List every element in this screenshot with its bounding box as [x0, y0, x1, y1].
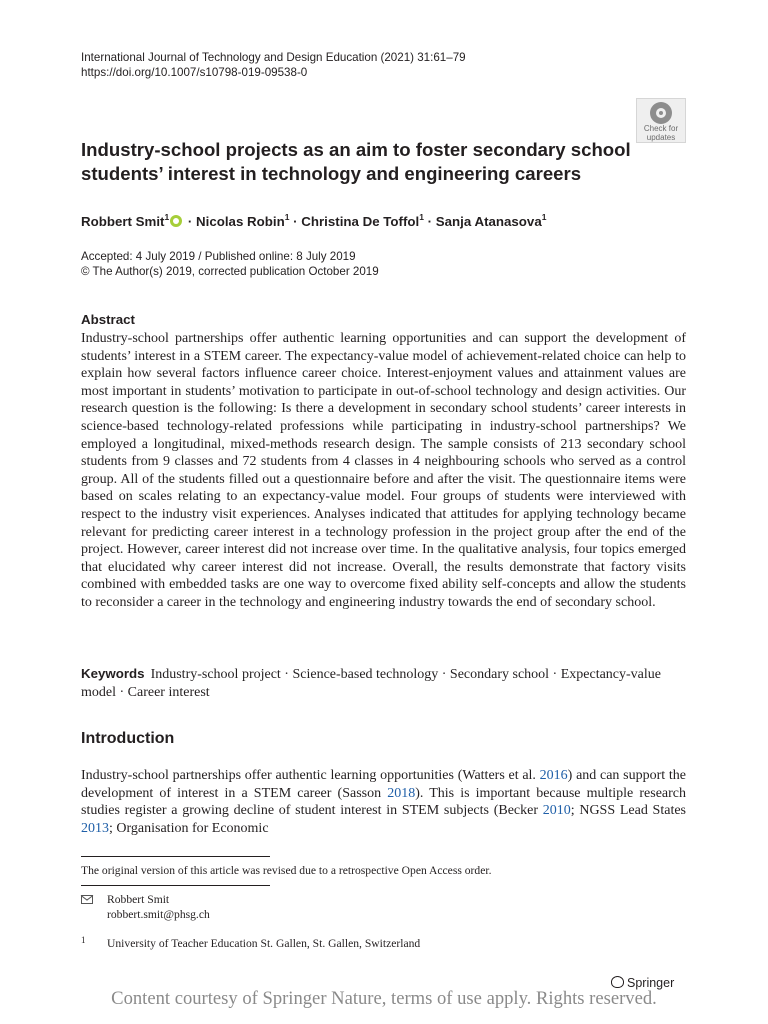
author-separator: ·	[423, 214, 436, 229]
citation-link[interactable]: 2010	[542, 803, 571, 819]
intro-text-segment: ) and can support the development of interest in a STEM career (Sasson	[81, 768, 686, 801]
author-separator: ·	[184, 214, 197, 229]
keywords-heading: Keywords	[81, 666, 145, 681]
author-name[interactable]: Christina De Toffol	[301, 214, 420, 229]
author-list	[81, 208, 546, 231]
affiliation-number: 1	[81, 935, 86, 945]
footnote-divider	[81, 885, 270, 886]
keywords-block	[81, 665, 686, 701]
abstract-heading: Abstract	[81, 312, 135, 327]
badge-line-2: updates	[646, 132, 676, 142]
citation-link[interactable]: 2013	[81, 820, 109, 836]
intro-text-segment: ). This is important because multiple research studies register a growing decline of student interest in STEM subjects (Becker	[81, 785, 686, 819]
copyright-watermark: Content courtesy of Springer Nature, terms of use apply. Rights reserved.	[111, 988, 657, 1009]
abstract-text: Industry-school partnerships offer authentic learning opportunities and can support the development of students’ interest in a STEM career. The expectancy-value model of achievement-related choice can help to explain how several factors influence career choice. Interest-enjoyment values and attainment values are most important in students’ motivation to participate in out-of-school technology and design activities. Our research question is the following: Is there a development in secondary school students’ career interests in science-based technology-related professions while participating in industry-school partnerships? We employed a longitudinal, mixed-methods research design. The sample consists of 213 secondary school students from 9 classes and 72 students from 4 classes in 4 neighbouring schools who served as a control group. All of the students filled out a questionnaire before and after the visit. The questionnaire items were based on scales relating to an expectancy-value model. Four groups of students were interviewed with respect to the industry visit experiences. Analyses indicated that attitudes for applying technology became relevant for predicting career interest in a technology profession in the project group after the end of the project. However, career interest did not increase over time. In the qualitative analysis, four topics emerged that elucidated why career interest did not increase. Overall, the results demonstrate that factory visits combined with embedded tasks are one way to overcome fixed ability self-concepts and allow the students to reconsider a career in the technology and engineering industry towards the end of secondary school.	[81, 331, 686, 610]
orcid-icon[interactable]	[170, 215, 182, 227]
corresponding-author-name: Robbert Smit	[107, 893, 170, 906]
author-name[interactable]: Sanja Atanasova	[435, 214, 542, 229]
journal-header	[81, 50, 466, 80]
intro-text-segment: Industry-school partnerships offer authentic learning opportunities (Watters et al.	[81, 768, 540, 783]
introduction-text	[81, 767, 686, 837]
author-separator: ·	[289, 214, 302, 229]
accepted-published-dates: Accepted: 4 July 2019 / Published online: 8 July 2019	[81, 250, 356, 263]
author-affiliation-mark: 1	[541, 212, 547, 222]
footnote-divider	[81, 856, 270, 857]
author-name[interactable]: Nicolas Robin	[196, 214, 285, 229]
corresponding-author	[107, 892, 210, 922]
publication-dates	[81, 249, 379, 279]
check-for-updates-icon	[650, 102, 672, 124]
citation-link[interactable]: 2018	[387, 785, 416, 801]
check-for-updates-badge[interactable]	[636, 98, 686, 143]
article-title: Industry-school projects as an aim to foster secondary school students’ interest in technology and engineering careers	[81, 139, 631, 184]
author-name[interactable]: Robbert Smit	[81, 214, 165, 229]
author-affiliation-mark: 1	[419, 212, 424, 222]
affiliation-text: University of Teacher Education St. Gallen, St. Gallen, Switzerland	[107, 937, 421, 950]
citation-link[interactable]: 2016	[539, 768, 568, 783]
badge-line-1: Check for	[643, 124, 679, 133]
journal-citation: International Journal of Technology and Design Education (2021) 31:61–79	[81, 51, 466, 64]
keywords-list: Industry-school project · Science-based technology · Secondary school · Expectancy-value model · Career interest	[81, 667, 661, 700]
introduction-heading: Introduction	[81, 730, 175, 747]
author-affiliation-mark: 1	[164, 212, 170, 222]
corresponding-author-email[interactable]: robbert.smit@phsg.ch	[107, 908, 210, 921]
doi-link[interactable]: https://doi.org/10.1007/s10798-019-09538-0	[81, 66, 308, 79]
envelope-icon	[81, 895, 93, 904]
revision-note: The original version of this article was revised due to a retrospective Open Access order.	[81, 864, 492, 877]
intro-text-segment: ; Organisation for Economic	[109, 820, 269, 836]
copyright-line: © The Author(s) 2019, corrected publication October 2019	[81, 265, 379, 278]
intro-text-segment: ; NGSS Lead States	[570, 803, 686, 819]
author-affiliation-mark: 1	[284, 212, 290, 222]
publisher-name: Springer	[627, 976, 675, 990]
